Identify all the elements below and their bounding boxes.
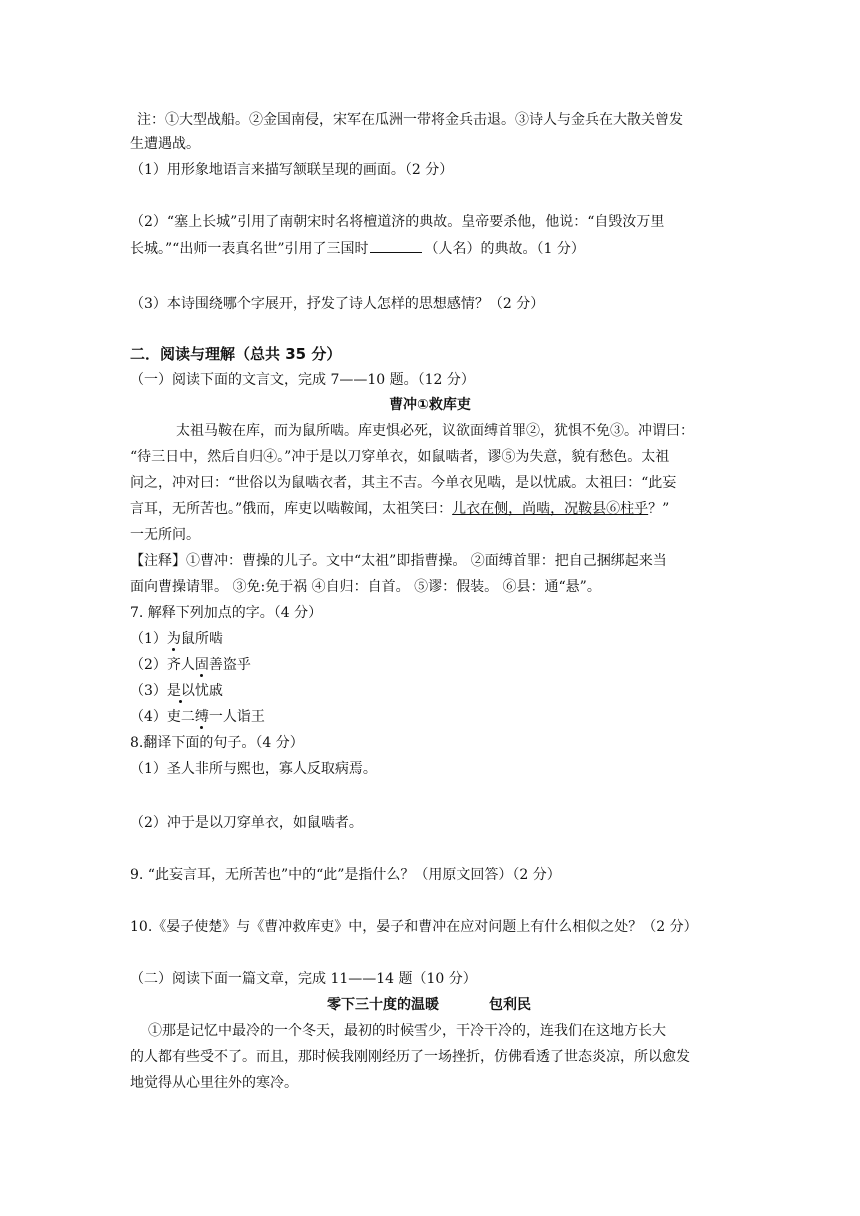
dotted-character: 是以 bbox=[166, 683, 195, 699]
q7-item-after: 忧戚 bbox=[194, 683, 223, 699]
underlined-sentence: 儿衣在侧，尚啮，况鞍县⑥柱乎 bbox=[452, 501, 649, 517]
article-title-line bbox=[327, 995, 531, 1015]
article-line3: 地觉得从心里往外的寒冷。 bbox=[130, 1075, 298, 1091]
passage-line5: 一无所问。 bbox=[130, 527, 200, 543]
dotted-characters bbox=[167, 683, 195, 699]
part2-intro: （二）阅读下面一篇文章，完成 11——14 题（10 分） bbox=[130, 971, 477, 987]
q2-text-before-blank: 长城。”“出师一表真名世”引用了三国时 bbox=[130, 241, 369, 257]
q7-item-number: （4） bbox=[130, 709, 167, 725]
q8-sentence-1: （1）圣人非所与熙也，寡人反取病焉。 bbox=[130, 761, 377, 777]
dotted-character: 固 bbox=[194, 657, 209, 673]
passage-title: 曹冲①救库吏 bbox=[389, 397, 471, 413]
q7-item-1 bbox=[130, 629, 223, 649]
annotation-line1: 【注释】①曹冲：曹操的儿子。文中“太祖”即指曹操。 ②面缚首罪：把自己捆绑起来当 bbox=[130, 553, 667, 569]
question-8: 8.翻译下面的句子。（4 分） bbox=[130, 735, 304, 751]
question-7: 7. 解释下列加点的字。（4 分） bbox=[130, 605, 323, 621]
poem-question-1: （1）用形象地语言来描写颔联呈现的画面。（2 分） bbox=[130, 162, 454, 178]
poem-note-line1: 注：①大型战船。②金国南侵，宋军在瓜洲一带将金兵击退。③诗人与金兵在大散关曾发 bbox=[137, 112, 683, 128]
section-heading: 二．阅读与理解（总共 35 分） bbox=[130, 345, 342, 363]
q7-item-number: （3） bbox=[130, 683, 167, 699]
poem-note-line2: 生遭遇战。 bbox=[130, 136, 200, 152]
q7-item-number: （2） bbox=[130, 657, 167, 673]
question-10: 10.《晏子使楚》与《曹冲救库吏》中，晏子和曹冲在应对问题上有什么相似之处？（2 分） bbox=[130, 919, 698, 935]
q7-item-after: 善盗乎 bbox=[208, 657, 251, 673]
passage-line4 bbox=[130, 499, 669, 519]
passage-line3: 问之，冲对曰：“世俗以为鼠啮衣者，其主不吉。今单衣见啮，是以忧戚。太祖曰：“此妄 bbox=[130, 475, 677, 491]
poem-question-2-line2 bbox=[130, 238, 585, 259]
poem-question-2-line1: （2）“塞上长城”引用了南朝宋时名将檀道济的典故。皇帝要杀他，他说：“自毁汝万里 bbox=[130, 214, 665, 230]
question-9: 9. “此妄言耳，无所苦也”中的“此”是指什么？（用原文回答）（2 分） bbox=[130, 867, 561, 883]
passage-line4-tail: ？” bbox=[648, 501, 670, 517]
article-title: 零下三十度的温暖 bbox=[327, 997, 439, 1013]
annotation-line2: 面向曹操请罪。 ③免:免于祸 ④自归：自首。 ⑤谬：假装。 ⑥县：通“悬”。 bbox=[130, 579, 601, 595]
q7-item-3 bbox=[130, 681, 223, 701]
passage-line2: “待三日中，然后自归④。”冲于是以刀穿单衣，如鼠啮者，谬⑤为失意，貌有愁色。太祖 bbox=[130, 449, 670, 465]
dotted-character: 缚 bbox=[194, 709, 209, 725]
q7-item-2 bbox=[130, 655, 251, 675]
dotted-character: 为 bbox=[166, 631, 181, 647]
article-line1: ①那是记忆中最冷的一个冬天，最初的时候雪少，干冷干冷的，连我们在这地方长大 bbox=[148, 1023, 666, 1039]
passage-line1: 太祖马鞍在库，而为鼠所啮。库吏惧必死，议欲面缚首罪②，犹惧不免③。冲谓曰： bbox=[176, 423, 694, 439]
q7-item-4 bbox=[130, 707, 265, 727]
article-author: 包利民 bbox=[489, 997, 531, 1013]
poem-question-3: （3）本诗围绕哪个字展开，抒发了诗人怎样的思想感情？（2 分） bbox=[130, 296, 545, 312]
q7-item-after: 鼠所啮 bbox=[180, 631, 223, 647]
article-line2: 的人都有些受不了。而且，那时候我刚刚经历了一场挫折，仿佛看透了世态炎凉，所以愈发 bbox=[130, 1049, 690, 1065]
part1-intro: （一）阅读下面的文言文，完成 7——10 题。（12 分） bbox=[130, 372, 475, 388]
answer-blank[interactable] bbox=[370, 238, 422, 253]
q7-item-before: 齐人 bbox=[166, 657, 195, 673]
q7-item-number: （1） bbox=[130, 631, 167, 647]
q7-item-before: 吏二 bbox=[166, 709, 195, 725]
q8-sentence-2: （2）冲于是以刀穿单衣，如鼠啮者。 bbox=[130, 815, 363, 831]
passage-line4-text: 言耳，无所苦也。”俄而，库吏以啮鞍闻，太祖笑曰： bbox=[130, 501, 453, 517]
q7-item-after: 一人诣王 bbox=[208, 709, 265, 725]
q2-text-after-blank: （人名）的典故。（1 分） bbox=[424, 241, 585, 257]
